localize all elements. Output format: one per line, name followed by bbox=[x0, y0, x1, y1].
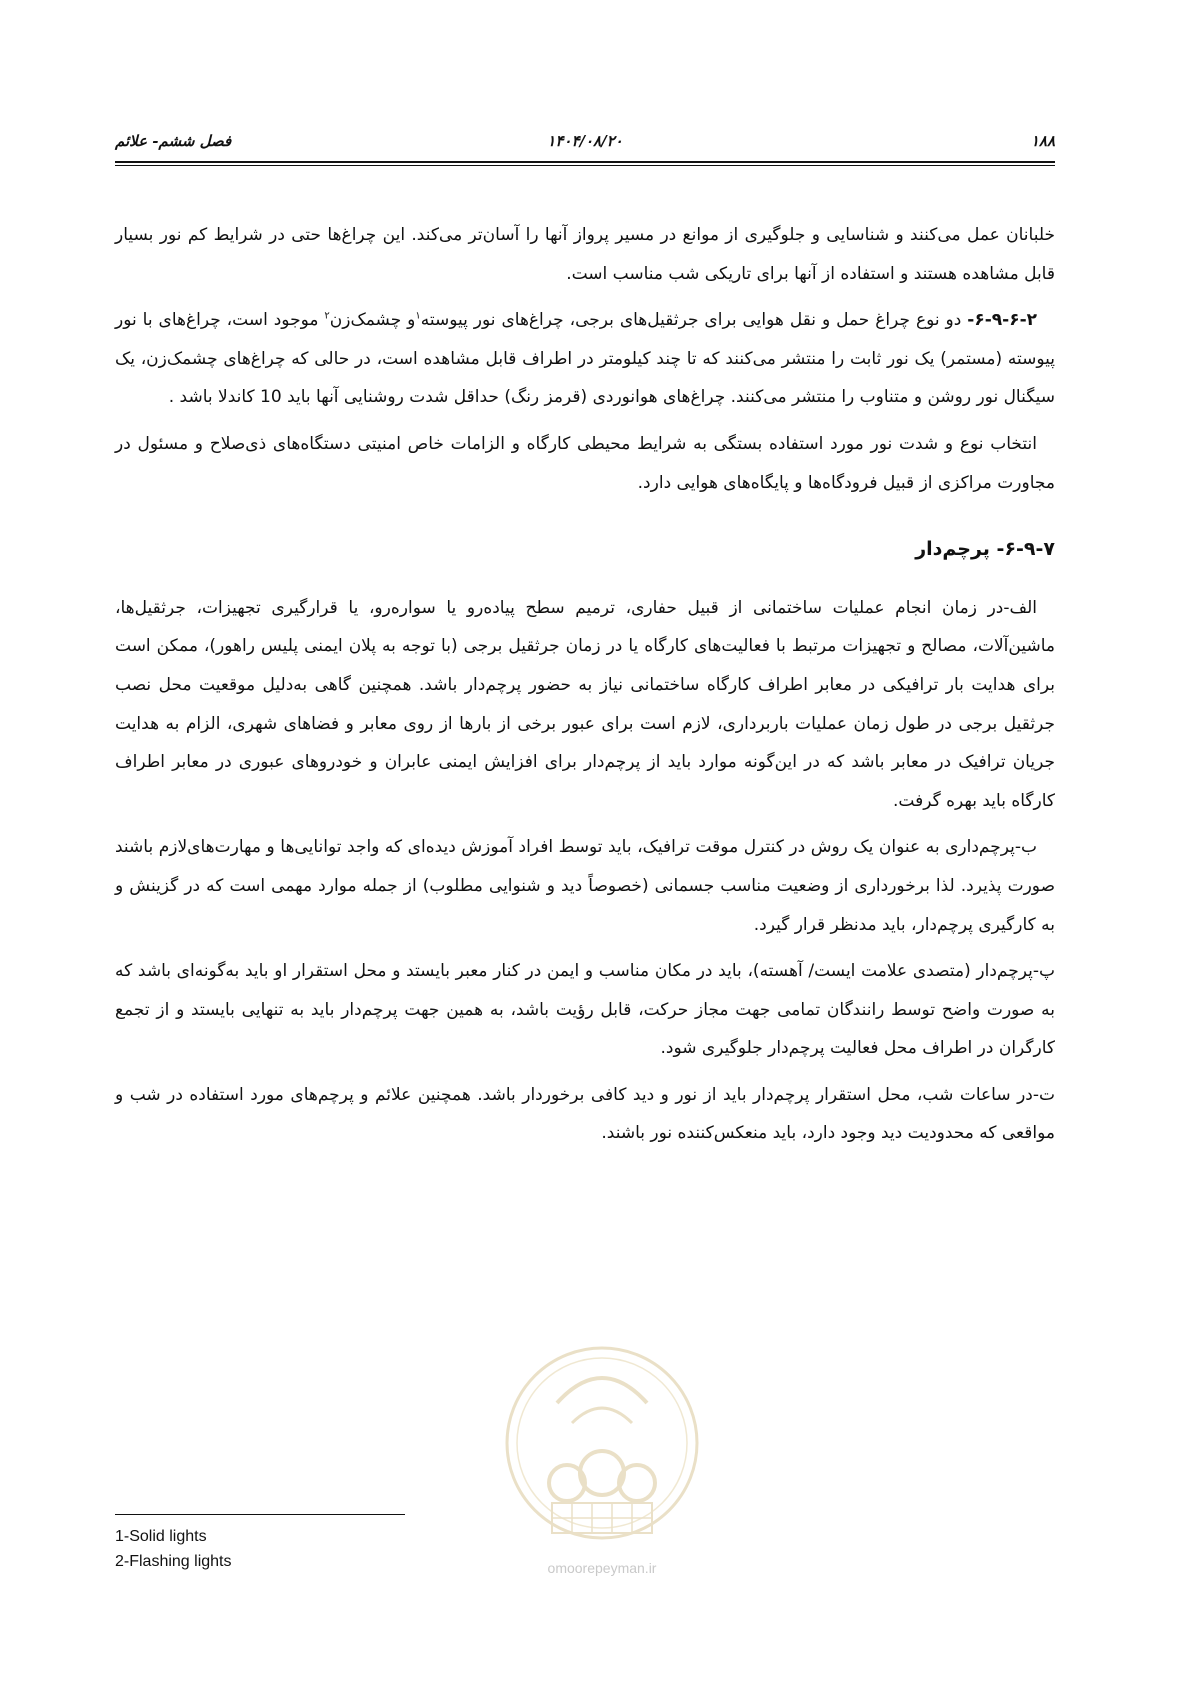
paragraph-lights bbox=[115, 301, 1055, 417]
footnote-ref-1: ۱ bbox=[415, 310, 421, 322]
paragraph-text: دو نوع چراغ حمل و نقل هوایی برای جرثقیل‌های برجی، چراغ‌های نور پیوسته bbox=[420, 310, 968, 331]
footnote-ref-2: ۲ bbox=[324, 310, 330, 322]
watermark-logo bbox=[497, 1333, 707, 1573]
clause-number: ۶-۹-۶-۲- bbox=[967, 310, 1037, 331]
footnote-divider bbox=[115, 1514, 405, 1515]
paragraph-selection: انتخاب نوع و شدت نور مورد استفاده بستگی به شرایط محیطی کارگاه و الزامات خاص امنیتی دستگاه‌های ذی‌صلاح و مسئول در مجاورت مراکزی از قبیل فرودگاه‌ها و پایگاه‌های هوایی دارد. bbox=[115, 433, 1055, 493]
footnote-1: 1-Solid lights bbox=[115, 1528, 207, 1545]
footnote-2: 2-Flashing lights bbox=[115, 1553, 232, 1570]
paragraph-text: موجود است، چراغ‌های با نور پیوسته (مستمر) یک نور ثابت را منتشر می‌کنند که تا چند کیلومتر در اطراف قابل مشاهده است، در حالی که چراغ‌های چشمک‌زن، یک سیگنال نور روشن و متناوب را منتشر می‌کنند. چراغ‌های هوانوردی (قرمز رنگ) حداقل شدت روشنایی آنها باید 10 کاندلا باشد . bbox=[115, 310, 1055, 408]
paragraph-be: ب-پرچم‌داری به عنوان یک روش در کنترل موقت ترافیک، باید توسط افراد آموزش دیده‌ای که واجد توانایی‌ها و مهارت‌های‌لازم باشند صورت پذیرد. لذا برخورداری از وضعیت مناسب جسمانی (خصوصاً دید و شنوایی مطلوب) از جمله موارد مهمی است که در گزینش و به کارگیری پرچم‌دار، باید مدنظر قرار گیرد. bbox=[115, 837, 1055, 935]
page-number: ۱۸۸ bbox=[1030, 132, 1055, 150]
paragraph-pe: پ-پرچم‌دار (متصدی علامت ایست/ آهسته)، باید در مکان مناسب و ایمن در کنار معبر بایستد و محل استقرار او باید به‌گونه‌ای باشد که به صورت واضح توسط رانندگان تمامی جهت مجاز حرکت، قابل رؤیت باشد، به همین جهت پرچم‌دار باید به تنهایی بایستد و از تجمع کارگران در اطراف محل فعالیت پرچم‌دار جلوگیری شود. bbox=[115, 961, 1055, 1059]
paragraph-continued: خلبانان عمل می‌کنند و شناسایی و جلوگیری از موانع در مسیر پرواز آنها را آسان‌تر می‌کند. این چراغ‌ها حتی در شرایط کم نور بسیار قابل مشاهده هستند و استفاده از آنها برای تاریکی شب مناسب است. bbox=[115, 225, 1055, 284]
page-header bbox=[115, 132, 1055, 154]
chapter-title: فصل ششم- علائم bbox=[115, 132, 232, 150]
section-title: ۶-۹-۷- پرچم‌دار bbox=[915, 538, 1055, 561]
watermark-url: omoorepeyman.ir bbox=[547, 1560, 657, 1576]
paragraph-text: و چشمک‌زن bbox=[329, 310, 416, 331]
page-body bbox=[115, 216, 1055, 1161]
header-rule-thin bbox=[115, 165, 1055, 166]
paragraph-te: ت-در ساعات شب، محل استقرار پرچم‌دار باید از نور و دید کافی برخوردار باشد. همچنین علائم و پرچم‌های مورد استفاده در شب و مواقعی که محدودیت دید وجود دارد، باید منعکس‌کننده نور باشند. bbox=[115, 1084, 1055, 1144]
paragraph-alef: الف-در زمان انجام عملیات ساختمانی از قبیل حفاری، ترمیم سطح پیاده‌رو یا سواره‌رو، یا قرارگیری تجهیزات، جرثقیل‌ها، ماشین‌آلات، مصالح و تجهیزات مرتبط با فعالیت‌های کارگاه یا در زمان جرثقیل برجی (با توجه به پلان ایمنی پلیس راهور)، ممکن است برای هدایت بار ترافیکی در معابر اطراف کارگاه ساختمانی نیاز به حضور پرچم‌دار باشد. همچنین گاهی به‌دلیل موقعیت محل نصب جرثقیل برجی در طول زمان عملیات باربرداری، لازم است برای عبور برخی از بارها از روی معابر و فضاهای شهری، الزام به هدایت جریان ترافیک در معابر باشد که در این‌گونه موارد باید از پرچم‌دار برای افزایش ایمنی عابران و خودروهای عبوری در معابر اطراف کارگاه باید بهره گرفت. bbox=[115, 597, 1055, 811]
footnotes bbox=[115, 1524, 232, 1574]
header-rule-thick bbox=[115, 161, 1055, 163]
header-date: ۱۴۰۴/۰۸/۲۰ bbox=[547, 132, 623, 150]
